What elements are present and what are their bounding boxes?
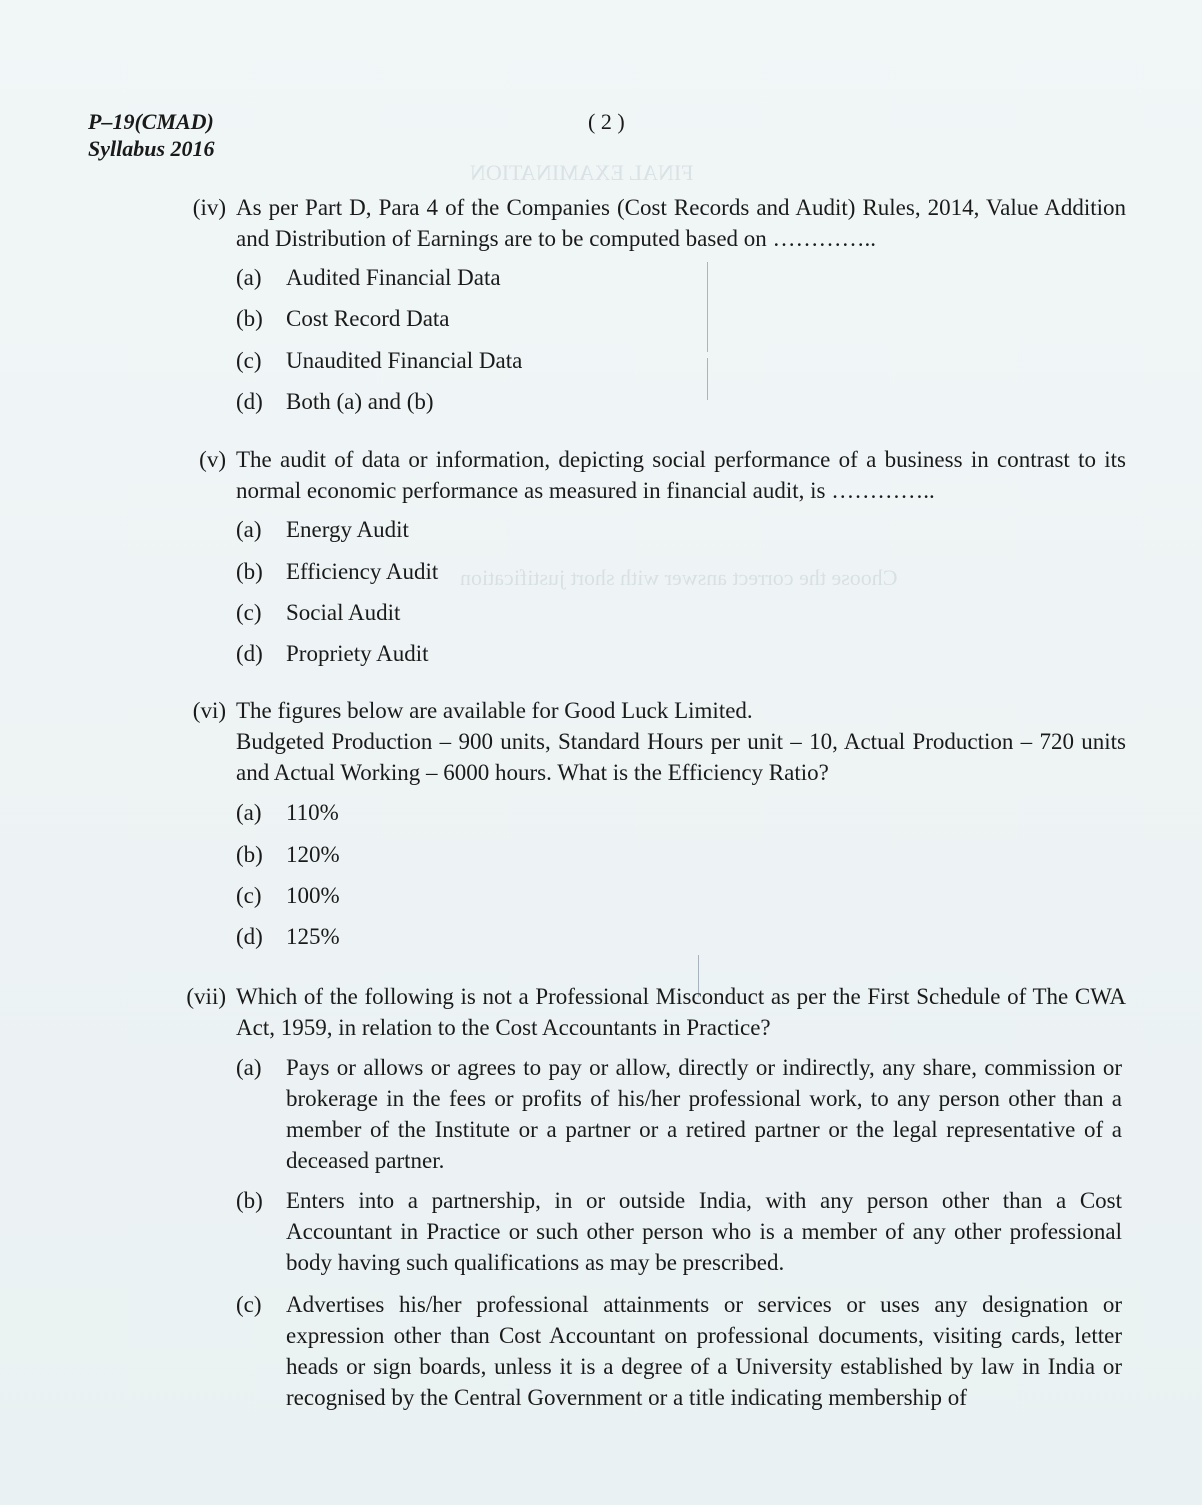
- option-text: Audited Financial Data: [286, 265, 501, 290]
- page-number: ( 2 ): [588, 109, 625, 134]
- option-letter: (b): [236, 1188, 263, 1213]
- syllabus-line: Syllabus 2016: [88, 136, 215, 161]
- option-text: 100%: [286, 883, 340, 908]
- option-text: Energy Audit: [286, 517, 409, 542]
- question-number: (iv): [192, 195, 226, 220]
- option-text: Propriety Audit: [286, 641, 429, 666]
- option-letter: (d): [236, 641, 263, 666]
- option-letter: (a): [236, 265, 262, 290]
- option-text: 120%: [286, 842, 340, 867]
- option-letter: (b): [236, 306, 263, 331]
- option-text: 125%: [286, 924, 340, 949]
- option-text: Unaudited Financial Data: [286, 348, 523, 373]
- option-letter: (c): [236, 1292, 262, 1317]
- option-letter: (c): [236, 348, 262, 373]
- question-text: As per Part D, Para 4 of the Companies (Cost Records and Audit) Rules, 2014, Value Addition and Distribution of Earnings are to be computed based on …………..: [236, 195, 1126, 251]
- option-letter: (a): [236, 1055, 262, 1080]
- option-text: 110%: [286, 800, 339, 825]
- option-text: Pays or allows or agrees to pay or allow, directly or indirectly, any share, commission or brokerage in the fees or profits of his/her professional work, to any person other than a member of the Institute or a partner or a retired partner or the legal representative of a deceased partner.: [286, 1055, 1122, 1173]
- option-text: Cost Record Data: [286, 306, 450, 331]
- option-text: Efficiency Audit: [286, 559, 439, 584]
- question-text: [236, 695, 1126, 788]
- question-text-line: Budgeted Production – 900 units, Standard Hours per unit – 10, Actual Production – 720 units and Actual Working – 6000 hours. What is the Efficiency Ratio?: [236, 729, 1126, 785]
- question-text: The audit of data or information, depicting social performance of a business in contrast to its normal economic performance as measured in financial audit, is …………..: [236, 447, 1126, 503]
- option-letter: (c): [236, 883, 262, 908]
- option-letter: (a): [236, 517, 262, 542]
- option-text: Enters into a partnership, in or outside India, with any person other than a Cost Accountant in Practice or such other person who is a member of any other professional body having such qualifications as may be prescribed.: [286, 1188, 1122, 1275]
- paper-code-line: P–19(CMAD): [88, 109, 214, 134]
- show-through-text: FINAL EXAMINATION: [470, 160, 694, 185]
- question-number: (vi): [192, 698, 226, 723]
- option-letter: (b): [236, 842, 263, 867]
- option-letter: (d): [236, 389, 263, 414]
- option-text: Social Audit: [286, 600, 401, 625]
- question-number: (v): [199, 447, 226, 472]
- option-letter: (a): [236, 800, 262, 825]
- paper-code: [88, 108, 215, 162]
- question-text-line: The figures below are available for Good Luck Limited.: [236, 698, 753, 723]
- option-letter: (b): [236, 559, 263, 584]
- show-through-text: Choose the correct answer with short justification: [460, 565, 898, 590]
- option-letter: (d): [236, 924, 263, 949]
- question-text: Which of the following is not a Professional Misconduct as per the First Schedule of The CWA Act, 1959, in relation to the Cost Accountants in Practice?: [236, 984, 1126, 1040]
- question-number: (vii): [186, 984, 226, 1009]
- option-letter: (c): [236, 600, 262, 625]
- option-text: Both (a) and (b): [286, 389, 434, 414]
- option-text: Advertises his/her professional attainments or services or uses any designation or expression other than Cost Accountant on professional documents, visiting cards, letter heads or sign boards, unless it is a degree of a University established by law in India or recognised by the Central Government or a title indicating membership of: [286, 1292, 1122, 1410]
